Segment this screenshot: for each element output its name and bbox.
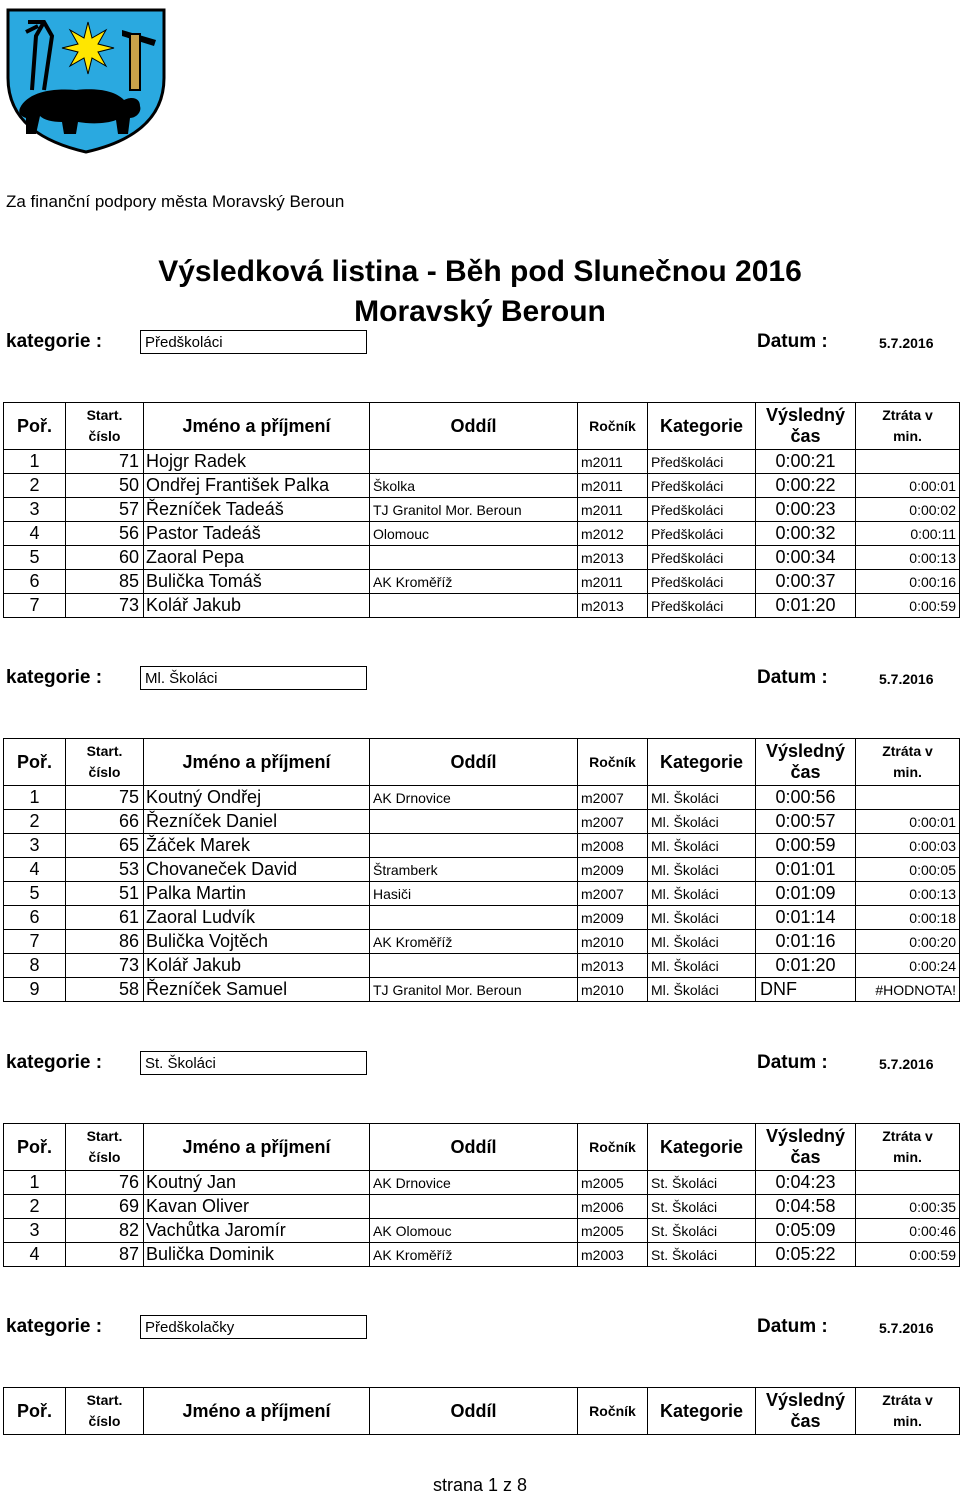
- header-kategorie: Kategorie: [648, 739, 756, 786]
- cell-ztrata: 0:00:59: [856, 594, 960, 618]
- cell-oddil: AK Drnovice: [370, 1171, 578, 1195]
- cell-kategorie: St. Školáci: [648, 1243, 756, 1267]
- table-row: [4, 786, 960, 810]
- cell-oddil: Školka: [370, 474, 578, 498]
- table-row: [4, 906, 960, 930]
- header-kategorie: Kategorie: [648, 1388, 756, 1435]
- header-cas-line1: Výsledný: [765, 1390, 846, 1410]
- header-cas-line2: čas: [790, 426, 821, 446]
- header-start-line2: číslo: [88, 1149, 121, 1165]
- cell-rocnik: m2010: [578, 930, 648, 954]
- cell-start-number: 76: [66, 1171, 144, 1195]
- cell-cas: 0:00:57: [756, 810, 856, 834]
- date-label: Datum :: [757, 1052, 828, 1073]
- cell-por: 5: [4, 546, 66, 570]
- category-label: kategorie :: [6, 667, 103, 688]
- cell-rocnik: m2013: [578, 954, 648, 978]
- cell-oddil: [370, 450, 578, 474]
- table-row: [4, 1219, 960, 1243]
- header-start-line1: Start.: [86, 1392, 123, 1408]
- cell-cas: 0:01:20: [756, 954, 856, 978]
- cell-rocnik: m2009: [578, 858, 648, 882]
- table-header-row: [4, 739, 960, 786]
- header-ztrata-line2: min.: [893, 428, 922, 444]
- cell-rocnik: m2010: [578, 978, 648, 1002]
- cell-ztrata: 0:00:11: [856, 522, 960, 546]
- header-start-line1: Start.: [86, 407, 123, 423]
- cell-cas: 0:00:34: [756, 546, 856, 570]
- cell-start-number: 75: [66, 786, 144, 810]
- cell-kategorie: Předškoláci: [648, 474, 756, 498]
- category-section: [0, 331, 960, 615]
- cell-cas: 0:00:32: [756, 522, 856, 546]
- header-cas: [756, 739, 856, 786]
- cell-cas: 0:01:01: [756, 858, 856, 882]
- cell-oddil: Štramberk: [370, 858, 578, 882]
- cell-rocnik: m2003: [578, 1243, 648, 1267]
- cell-cas: 0:01:09: [756, 882, 856, 906]
- cell-name: Kolář Jakub: [144, 594, 370, 618]
- cell-cas: 0:04:23: [756, 1171, 856, 1195]
- cell-oddil: [370, 810, 578, 834]
- cell-por: 7: [4, 930, 66, 954]
- cell-rocnik: m2008: [578, 834, 648, 858]
- table-row: [4, 570, 960, 594]
- header-por: Poř.: [4, 1124, 66, 1171]
- table-row: [4, 594, 960, 618]
- cell-rocnik: m2005: [578, 1219, 648, 1243]
- cell-name: Žáček Marek: [144, 834, 370, 858]
- header-ztrata-line2: min.: [893, 764, 922, 780]
- cell-cas: 0:00:21: [756, 450, 856, 474]
- cell-start-number: 51: [66, 882, 144, 906]
- table-row: [4, 546, 960, 570]
- category-section: [0, 667, 960, 999]
- cell-name: Zaoral Ludvík: [144, 906, 370, 930]
- cell-start-number: 66: [66, 810, 144, 834]
- table-header-row: [4, 403, 960, 450]
- category-value-box: Předškolačky: [140, 1315, 367, 1339]
- table-row: [4, 858, 960, 882]
- cell-ztrata: [856, 786, 960, 810]
- cell-kategorie: Předškoláci: [648, 594, 756, 618]
- header-start-number: [66, 1388, 144, 1435]
- results-table: [3, 1387, 960, 1435]
- category-label: kategorie :: [6, 1316, 103, 1337]
- cell-kategorie: Ml. Školáci: [648, 786, 756, 810]
- table-row: [4, 474, 960, 498]
- cell-name: Bulička Dominik: [144, 1243, 370, 1267]
- cell-por: 6: [4, 570, 66, 594]
- cell-rocnik: m2006: [578, 1195, 648, 1219]
- cell-rocnik: m2012: [578, 522, 648, 546]
- date-value: 5.7.2016: [879, 671, 934, 687]
- cell-ztrata: 0:00:03: [856, 834, 960, 858]
- cell-oddil: Hasiči: [370, 882, 578, 906]
- cell-ztrata: 0:00:20: [856, 930, 960, 954]
- cell-kategorie: Ml. Školáci: [648, 930, 756, 954]
- cell-por: 2: [4, 810, 66, 834]
- cell-por: 2: [4, 1195, 66, 1219]
- header-cas: [756, 403, 856, 450]
- cell-oddil: [370, 546, 578, 570]
- cell-start-number: 71: [66, 450, 144, 474]
- header-rocnik: Ročník: [578, 403, 648, 450]
- cell-ztrata: 0:00:02: [856, 498, 960, 522]
- cell-oddil: AK Olomouc: [370, 1219, 578, 1243]
- cell-name: Řezníček Samuel: [144, 978, 370, 1002]
- date-value: 5.7.2016: [879, 1320, 934, 1336]
- cell-ztrata: 0:00:24: [856, 954, 960, 978]
- cell-cas: DNF: [756, 978, 856, 1002]
- cell-name: Kolář Jakub: [144, 954, 370, 978]
- cell-ztrata: 0:00:13: [856, 882, 960, 906]
- cell-cas: 0:01:14: [756, 906, 856, 930]
- header-ztrata-line1: Ztráta v: [882, 407, 933, 423]
- cell-name: Kavan Oliver: [144, 1195, 370, 1219]
- cell-kategorie: St. Školáci: [648, 1219, 756, 1243]
- cell-kategorie: Ml. Školáci: [648, 954, 756, 978]
- header-start-line1: Start.: [86, 1128, 123, 1144]
- cell-rocnik: m2007: [578, 786, 648, 810]
- cell-oddil: AK Kroměříž: [370, 570, 578, 594]
- cell-name: Koutný Ondřej: [144, 786, 370, 810]
- header-rocnik: Ročník: [578, 1124, 648, 1171]
- header-oddil: Oddíl: [370, 1388, 578, 1435]
- cell-ztrata: [856, 1171, 960, 1195]
- cell-cas: 0:00:22: [756, 474, 856, 498]
- cell-oddil: Olomouc: [370, 522, 578, 546]
- header-name: Jméno a příjmení: [144, 1388, 370, 1435]
- header-cas: [756, 1124, 856, 1171]
- category-label: kategorie :: [6, 331, 103, 352]
- cell-rocnik: m2011: [578, 474, 648, 498]
- cell-start-number: 69: [66, 1195, 144, 1219]
- cell-name: Bulička Tomáš: [144, 570, 370, 594]
- cell-ztrata: 0:00:01: [856, 810, 960, 834]
- cell-cas: 0:05:22: [756, 1243, 856, 1267]
- cell-cas: 0:04:58: [756, 1195, 856, 1219]
- cell-rocnik: m2011: [578, 570, 648, 594]
- date-label: Datum :: [757, 1316, 828, 1337]
- cell-por: 9: [4, 978, 66, 1002]
- cell-por: 7: [4, 594, 66, 618]
- cell-por: 4: [4, 522, 66, 546]
- cell-oddil: TJ Granitol Mor. Beroun: [370, 978, 578, 1002]
- header-ztrata-line1: Ztráta v: [882, 1128, 933, 1144]
- cell-por: 3: [4, 498, 66, 522]
- cell-cas: 0:05:09: [756, 1219, 856, 1243]
- cell-cas: 0:00:56: [756, 786, 856, 810]
- cell-name: Chovaneček David: [144, 858, 370, 882]
- header-por: Poř.: [4, 1388, 66, 1435]
- cell-name: Řezníček Tadeáš: [144, 498, 370, 522]
- cell-por: 2: [4, 474, 66, 498]
- cell-name: Bulička Vojtěch: [144, 930, 370, 954]
- cell-start-number: 65: [66, 834, 144, 858]
- header-kategorie: Kategorie: [648, 1124, 756, 1171]
- header-ztrata-line1: Ztráta v: [882, 1392, 933, 1408]
- cell-start-number: 82: [66, 1219, 144, 1243]
- cell-ztrata: 0:00:35: [856, 1195, 960, 1219]
- table-header-row: [4, 1124, 960, 1171]
- cell-start-number: 87: [66, 1243, 144, 1267]
- cell-oddil: [370, 594, 578, 618]
- cell-ztrata: 0:00:16: [856, 570, 960, 594]
- results-table: [3, 1123, 960, 1267]
- cell-oddil: [370, 834, 578, 858]
- cell-start-number: 73: [66, 954, 144, 978]
- cell-rocnik: m2013: [578, 594, 648, 618]
- header-ztrata: [856, 1124, 960, 1171]
- header-rocnik: Ročník: [578, 1388, 648, 1435]
- cell-ztrata: [856, 450, 960, 474]
- cell-por: 3: [4, 834, 66, 858]
- cell-rocnik: m2013: [578, 546, 648, 570]
- category-value-box: St. Školáci: [140, 1051, 367, 1075]
- cell-kategorie: Předškoláci: [648, 522, 756, 546]
- cell-start-number: 61: [66, 906, 144, 930]
- header-por: Poř.: [4, 403, 66, 450]
- cell-name: Ondřej František Palka: [144, 474, 370, 498]
- results-table: [3, 738, 960, 1002]
- cell-name: Palka Martin: [144, 882, 370, 906]
- cell-rocnik: m2005: [578, 1171, 648, 1195]
- table-row: [4, 450, 960, 474]
- cell-start-number: 58: [66, 978, 144, 1002]
- cell-kategorie: Předškoláci: [648, 450, 756, 474]
- header-rocnik: Ročník: [578, 739, 648, 786]
- header-start-line2: číslo: [88, 764, 121, 780]
- header-ztrata: [856, 403, 960, 450]
- header-start-line2: číslo: [88, 1413, 121, 1429]
- cell-kategorie: St. Školáci: [648, 1195, 756, 1219]
- cell-oddil: [370, 954, 578, 978]
- cell-kategorie: Předškoláci: [648, 498, 756, 522]
- category-header: [0, 1052, 960, 1078]
- date-value: 5.7.2016: [879, 335, 934, 351]
- cell-kategorie: Ml. Školáci: [648, 810, 756, 834]
- date-label: Datum :: [757, 667, 828, 688]
- cell-kategorie: Ml. Školáci: [648, 882, 756, 906]
- table-row: [4, 882, 960, 906]
- cell-rocnik: m2011: [578, 450, 648, 474]
- cell-cas: 0:00:23: [756, 498, 856, 522]
- cell-start-number: 60: [66, 546, 144, 570]
- category-section: [0, 1052, 960, 1264]
- page-title: Výsledková listina - Běh pod Slunečnou 2016: [158, 255, 802, 288]
- cell-start-number: 85: [66, 570, 144, 594]
- cell-ztrata: #HODNOTA!: [856, 978, 960, 1002]
- table-row: [4, 930, 960, 954]
- cell-start-number: 50: [66, 474, 144, 498]
- cell-rocnik: m2007: [578, 882, 648, 906]
- cell-por: 6: [4, 906, 66, 930]
- header-ztrata-line2: min.: [893, 1149, 922, 1165]
- table-row: [4, 954, 960, 978]
- cell-por: 1: [4, 450, 66, 474]
- category-header: [0, 667, 960, 693]
- cell-cas: 0:00:37: [756, 570, 856, 594]
- header-cas-line1: Výsledný: [765, 1126, 846, 1146]
- cell-ztrata: 0:00:05: [856, 858, 960, 882]
- cell-por: 3: [4, 1219, 66, 1243]
- table-row: [4, 498, 960, 522]
- header-cas-line1: Výsledný: [765, 741, 846, 761]
- cell-oddil: AK Kroměříž: [370, 1243, 578, 1267]
- cell-ztrata: 0:00:46: [856, 1219, 960, 1243]
- header-name: Jméno a příjmení: [144, 1124, 370, 1171]
- category-header: [0, 331, 960, 357]
- cell-por: 1: [4, 1171, 66, 1195]
- cell-ztrata: 0:00:01: [856, 474, 960, 498]
- table-row: [4, 1195, 960, 1219]
- header-start-line2: číslo: [88, 428, 121, 444]
- cell-por: 4: [4, 858, 66, 882]
- cell-rocnik: m2007: [578, 810, 648, 834]
- cell-kategorie: Ml. Školáci: [648, 834, 756, 858]
- cell-por: 8: [4, 954, 66, 978]
- cell-oddil: [370, 1195, 578, 1219]
- cell-por: 4: [4, 1243, 66, 1267]
- coat-of-arms-logo: [6, 8, 166, 154]
- cell-kategorie: Předškoláci: [648, 546, 756, 570]
- cell-kategorie: Předškoláci: [648, 570, 756, 594]
- cell-name: Zaoral Pepa: [144, 546, 370, 570]
- results-table: [3, 402, 960, 618]
- sponsor-text: Za finanční podpory města Moravský Beroun: [6, 192, 345, 211]
- cell-ztrata: 0:00:59: [856, 1243, 960, 1267]
- table-row: [4, 1171, 960, 1195]
- header-ztrata-line2: min.: [893, 1413, 922, 1429]
- cell-cas: 0:01:16: [756, 930, 856, 954]
- header-name: Jméno a příjmení: [144, 403, 370, 450]
- header-start-line1: Start.: [86, 743, 123, 759]
- cell-oddil: [370, 906, 578, 930]
- cell-start-number: 53: [66, 858, 144, 882]
- cell-kategorie: Ml. Školáci: [648, 858, 756, 882]
- cell-ztrata: 0:00:13: [856, 546, 960, 570]
- category-value-box: Předškoláci: [140, 330, 367, 354]
- table-row: [4, 810, 960, 834]
- cell-name: Hojgr Radek: [144, 450, 370, 474]
- header-oddil: Oddíl: [370, 739, 578, 786]
- cell-rocnik: m2011: [578, 498, 648, 522]
- date-value: 5.7.2016: [879, 1056, 934, 1072]
- header-cas: [756, 1388, 856, 1435]
- cell-kategorie: Ml. Školáci: [648, 978, 756, 1002]
- cell-rocnik: m2009: [578, 906, 648, 930]
- cell-start-number: 86: [66, 930, 144, 954]
- header-cas-line2: čas: [790, 762, 821, 782]
- cell-name: Řezníček Daniel: [144, 810, 370, 834]
- category-section: [0, 1316, 960, 1431]
- header-name: Jméno a příjmení: [144, 739, 370, 786]
- cell-kategorie: St. Školáci: [648, 1171, 756, 1195]
- table-row: [4, 1243, 960, 1267]
- cell-oddil: AK Kroměříž: [370, 930, 578, 954]
- cell-start-number: 57: [66, 498, 144, 522]
- table-row: [4, 522, 960, 546]
- cell-oddil: AK Drnovice: [370, 786, 578, 810]
- header-cas-line2: čas: [790, 1147, 821, 1167]
- header-ztrata: [856, 1388, 960, 1435]
- cell-name: Koutný Jan: [144, 1171, 370, 1195]
- header-start-number: [66, 403, 144, 450]
- header-ztrata: [856, 739, 960, 786]
- cell-cas: 0:01:20: [756, 594, 856, 618]
- cell-por: 5: [4, 882, 66, 906]
- header-cas-line1: Výsledný: [765, 405, 846, 425]
- cell-ztrata: 0:00:18: [856, 906, 960, 930]
- category-label: kategorie :: [6, 1052, 103, 1073]
- category-value-box: Ml. Školáci: [140, 666, 367, 690]
- page-footer: strana 1 z 8: [432, 1475, 528, 1495]
- date-label: Datum :: [757, 331, 828, 352]
- header-start-number: [66, 739, 144, 786]
- page-subtitle: Moravský Beroun: [354, 295, 606, 328]
- header-ztrata-line1: Ztráta v: [882, 743, 933, 759]
- table-header-row: [4, 1388, 960, 1435]
- table-row: [4, 834, 960, 858]
- cell-name: Pastor Tadeáš: [144, 522, 370, 546]
- header-por: Poř.: [4, 739, 66, 786]
- cell-start-number: 73: [66, 594, 144, 618]
- header-oddil: Oddíl: [370, 403, 578, 450]
- header-kategorie: Kategorie: [648, 403, 756, 450]
- table-row: [4, 978, 960, 1002]
- header-cas-line2: čas: [790, 1411, 821, 1431]
- cell-kategorie: Ml. Školáci: [648, 906, 756, 930]
- header-oddil: Oddíl: [370, 1124, 578, 1171]
- cell-por: 1: [4, 786, 66, 810]
- cell-oddil: TJ Granitol Mor. Beroun: [370, 498, 578, 522]
- category-header: [0, 1316, 960, 1342]
- cell-start-number: 56: [66, 522, 144, 546]
- sun-star-icon: [62, 22, 114, 74]
- header-start-number: [66, 1124, 144, 1171]
- cell-cas: 0:00:59: [756, 834, 856, 858]
- cell-name: Vachůtka Jaromír: [144, 1219, 370, 1243]
